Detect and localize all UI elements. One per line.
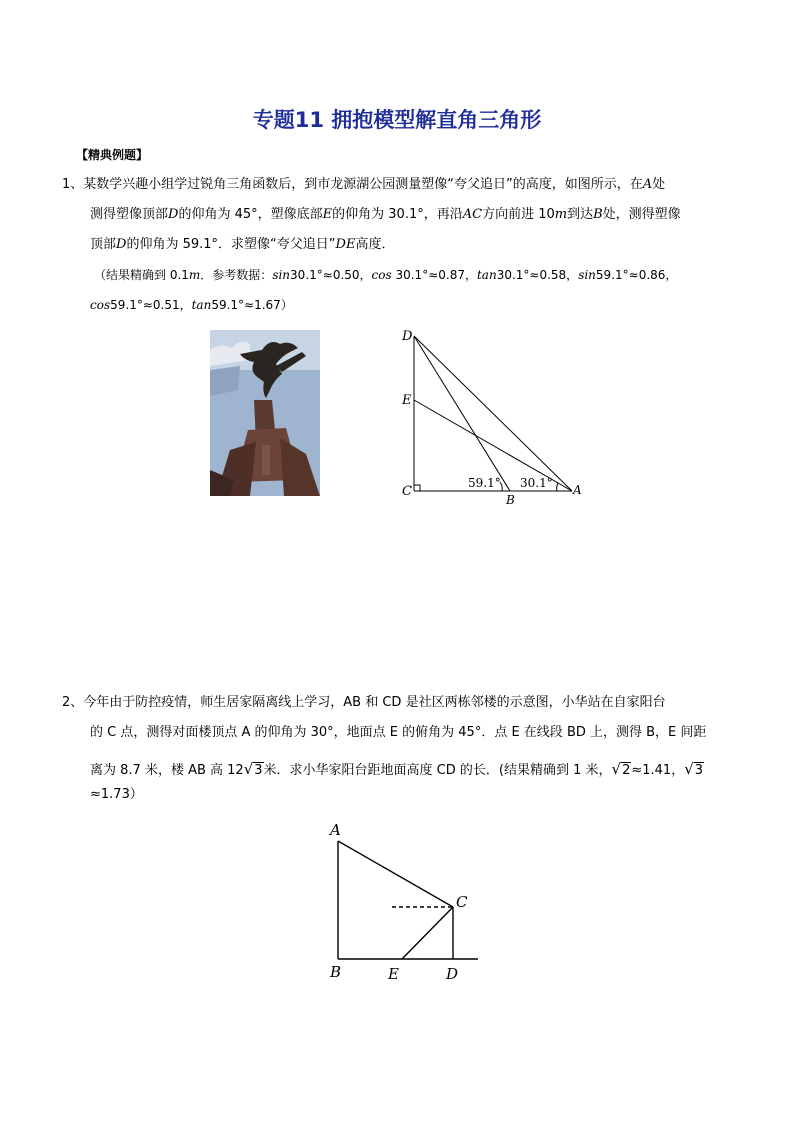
label-b: B — [330, 963, 342, 981]
section-label: 【精典例题】 — [76, 148, 149, 162]
label-e: E — [388, 965, 399, 983]
problem-1-line-1: 1、某数学兴趣小组学过锐角三角函数后，到市龙源湖公园测量塑像“夸父追日”的高度，如图所示，在A处 — [62, 177, 666, 192]
page-title: 专题11 拥抱模型解直角三角形 — [252, 108, 542, 132]
problem-1-line-2: 测得塑像顶部D的仰角为 45°，塑像底部E的仰角为 30.1°，再沿AC方向前进 10m到达B处，测得塑像 — [90, 207, 681, 222]
figure-2-buildings — [320, 815, 490, 990]
problem-2-line-3: 离为 8.7 米，楼 AB 高 12√3米．求小华家阳台距地面高度 CD 的长．(结果精确到 1 米，√2≈1.41，√3 — [62, 748, 730, 786]
problem-number: 1、 — [62, 177, 84, 192]
problem-1-line-5: cos59.1°≈0.51，tan59.1°≈1.67） — [90, 298, 293, 312]
label-b: B — [506, 493, 515, 507]
problem-2-line-4: ≈1.73） — [90, 787, 143, 802]
sqrt-3b: √3 — [684, 760, 704, 778]
problem-1-line-4: （结果精确到 0.1m．参考数据：sin30.1°≈0.50，cos 30.1°≈0.87，tan30.1°≈0.58，sin59.1°≈0.86， — [94, 268, 678, 282]
problem-2 — [62, 688, 730, 810]
segment-db — [414, 336, 510, 491]
sqrt-3: √3 — [243, 760, 263, 778]
angle-label-a: 30.1° — [520, 476, 553, 490]
label-a: A — [330, 821, 341, 839]
angle-label-b: 59.1° — [468, 476, 501, 490]
label-d: D — [402, 329, 413, 344]
problem-number: 2、 — [62, 695, 84, 710]
problem-2-line-2: 的 C 点，测得对面楼顶点 A 的仰角为 30°，地面点 E 的俯角为 45°．点 E 在线段 BD 上，测得 B，E 间距 — [90, 725, 707, 740]
figure-1-triangle — [392, 324, 592, 514]
label-e: E — [402, 393, 412, 408]
problem-2-line-1: 2、今年由于防控疫情，师生居家隔离线上学习，AB 和 CD 是社区两栋邻楼的示意图，小华站在自家阳台 — [62, 695, 666, 710]
segment-ce — [402, 907, 453, 959]
label-c: C — [456, 893, 468, 911]
angle-arc-a — [557, 483, 558, 491]
label-a: A — [573, 483, 582, 497]
label-c: C — [402, 484, 412, 499]
sqrt-2: √2 — [611, 760, 631, 778]
problem-1 — [62, 170, 730, 320]
right-angle-mark — [414, 485, 420, 491]
label-d: D — [446, 965, 459, 983]
segment-ac — [338, 841, 453, 907]
problem-1-line-3: 顶部D的仰角为 59.1°．求塑像“夸父追日”DE高度． — [90, 237, 395, 252]
statue-photo — [210, 330, 320, 496]
